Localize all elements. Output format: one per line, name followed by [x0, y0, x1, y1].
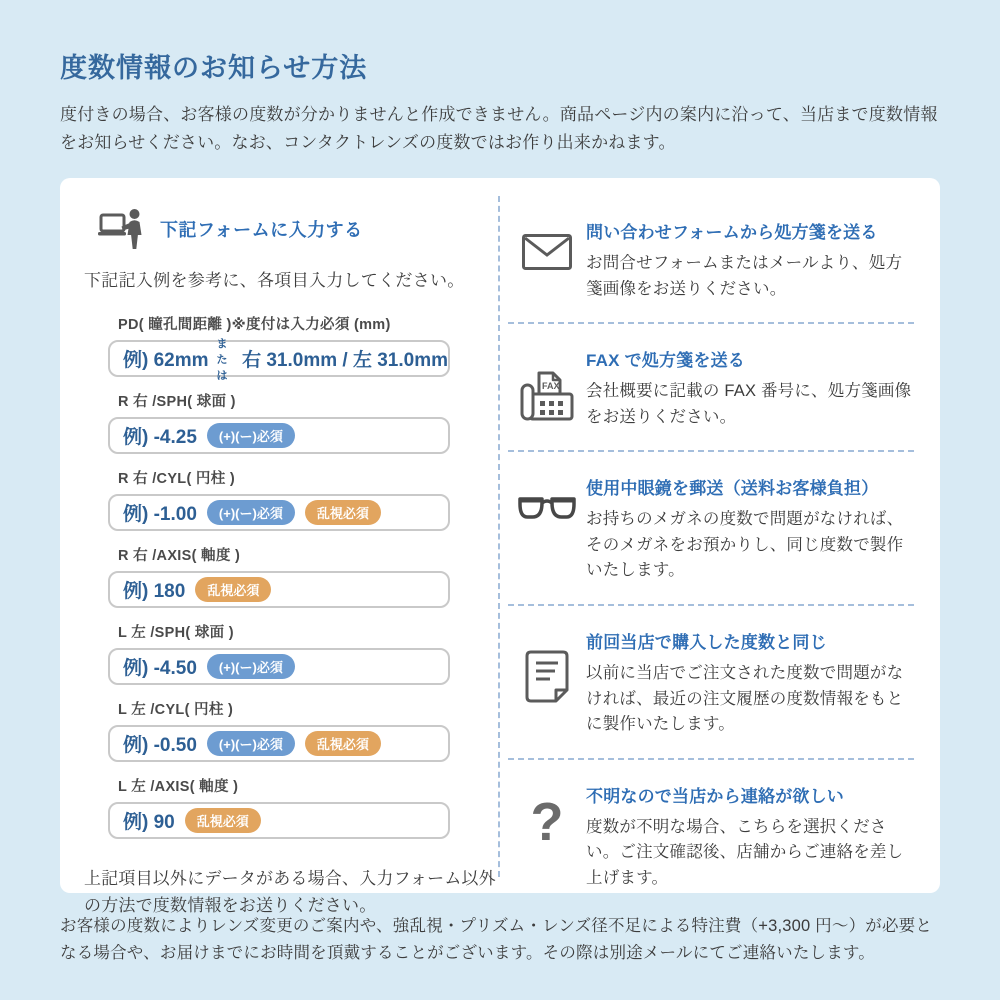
field-r-sph	[108, 390, 498, 454]
field-pd	[108, 313, 498, 382]
field-example-box: 例) 62mm または 右 31.0mm / 左 31.0mm	[108, 340, 450, 377]
intro-text: 度付きの場合、お客様の度数が分かりませんと作成できません。商品ページ内の案内に沿って、当店まで度数情報をお知らせください。なお、コンタクトレンズの度数ではお作り出来かねます。	[60, 105, 938, 152]
field-l-cyl	[108, 698, 498, 762]
method-body: 以前に当店でご注文された度数で問題がなければ、最近の注文履歴の度数情報をもとに製作いたします。	[586, 664, 904, 734]
plus-minus-required-badge: (+)(ー)必須	[207, 423, 295, 448]
method-title: FAX で処方箋を送る	[586, 351, 745, 371]
footer-notice: お客様の度数によりレンズ変更のご案内や、強乱視・プリズム・レンズ径不足による特注費（+3,300 円〜）が必要となる場合や、お届けまでにお時間を頂戴することがございます。その際は別途メールにてご連絡いたします。	[60, 917, 933, 962]
svg-text:FAX: FAX	[542, 381, 560, 392]
method-body: お問合せフォームまたはメールより、処方箋画像をお送りください。	[586, 254, 903, 298]
field-example-box: 例) -4.50 (+)(ー)必須	[108, 648, 450, 685]
method-title: 前回当店で購入した度数と同じ	[586, 633, 827, 652]
astigmatism-required-badge: 乱視必須	[305, 500, 381, 525]
document-icon	[508, 628, 586, 738]
plus-minus-required-badge: (+)(ー)必須	[207, 731, 295, 756]
method-body: 会社概要に記載の FAX 番号に、処方箋画像をお送りください。	[586, 382, 912, 426]
method-previous-order	[508, 606, 914, 760]
glasses-icon	[508, 474, 586, 584]
field-l-sph	[108, 621, 498, 685]
field-example-box: 例) 180 乱視必須	[108, 571, 450, 608]
form-header	[98, 208, 498, 250]
field-label: L 左 /SPH( 球面 )	[118, 625, 234, 642]
field-label: R 右 /AXIS( 軸度 )	[118, 548, 241, 565]
field-label: PD( 瞳孔間距離 )※度付は入力必須 (mm)	[118, 317, 391, 334]
field-example-box: 例) -1.00 (+)(ー)必須 乱視必須	[108, 494, 450, 531]
plus-minus-required-badge: (+)(ー)必須	[207, 654, 295, 679]
field-example-box: 例) -0.50 (+)(ー)必須 乱視必須	[108, 725, 450, 762]
methods-section	[498, 196, 940, 887]
envelope-icon	[508, 218, 586, 302]
form-section	[60, 196, 498, 916]
field-l-axis	[108, 775, 498, 839]
method-body: お持ちのメガネの度数で問題がなければ、そのメガネをお預かりし、同じ度数で製作いたします。	[586, 510, 904, 580]
method-body: 度数が不明な場合、こちらを選択ください。ご注文確認後、店舗からご連絡を差し上げます。	[586, 817, 904, 887]
method-contact-form	[508, 196, 914, 324]
fax-icon	[508, 346, 586, 430]
method-mail-glasses	[508, 452, 914, 606]
method-title: 不明なので当店から連絡が欲しい	[586, 786, 844, 806]
field-label: L 左 /CYL( 円柱 )	[118, 702, 234, 719]
method-fax	[508, 324, 914, 452]
plus-minus-required-badge: (+)(ー)必須	[207, 500, 295, 525]
main-card	[60, 178, 940, 916]
question-icon: ?	[530, 791, 564, 852]
form-heading: 下記フォームに入力する	[160, 220, 363, 241]
method-title: 使用中眼鏡を郵送（送料お客様負担）	[586, 479, 879, 499]
field-example-box: 例) 90 乱視必須	[108, 802, 450, 839]
form-note: 上記項目以外にデータがある場合、入力フォーム以外の方法で度数情報をお送りください。	[84, 869, 496, 916]
form-fields	[108, 313, 498, 839]
method-title: 問い合わせフォームから処方箋を送る	[586, 223, 878, 243]
field-label: L 左 /AXIS( 軸度 )	[118, 779, 239, 796]
field-label: R 右 /CYL( 円柱 )	[118, 471, 235, 488]
astigmatism-required-badge: 乱視必須	[185, 808, 261, 833]
field-r-cyl	[108, 467, 498, 531]
field-r-axis	[108, 544, 498, 608]
astigmatism-required-badge: 乱視必須	[305, 731, 381, 756]
field-example-box: 例) -4.25 (+)(ー)必須	[108, 417, 450, 454]
person-at-computer-icon	[98, 208, 144, 250]
astigmatism-required-badge: 乱視必須	[195, 577, 271, 602]
method-contact-me	[508, 760, 914, 912]
field-label: R 右 /SPH( 球面 )	[118, 394, 236, 411]
form-instruction: 下記記入例を参考に、各項目入力してください。	[84, 271, 465, 291]
page-title: 度数情報のお知らせ方法	[60, 53, 368, 83]
